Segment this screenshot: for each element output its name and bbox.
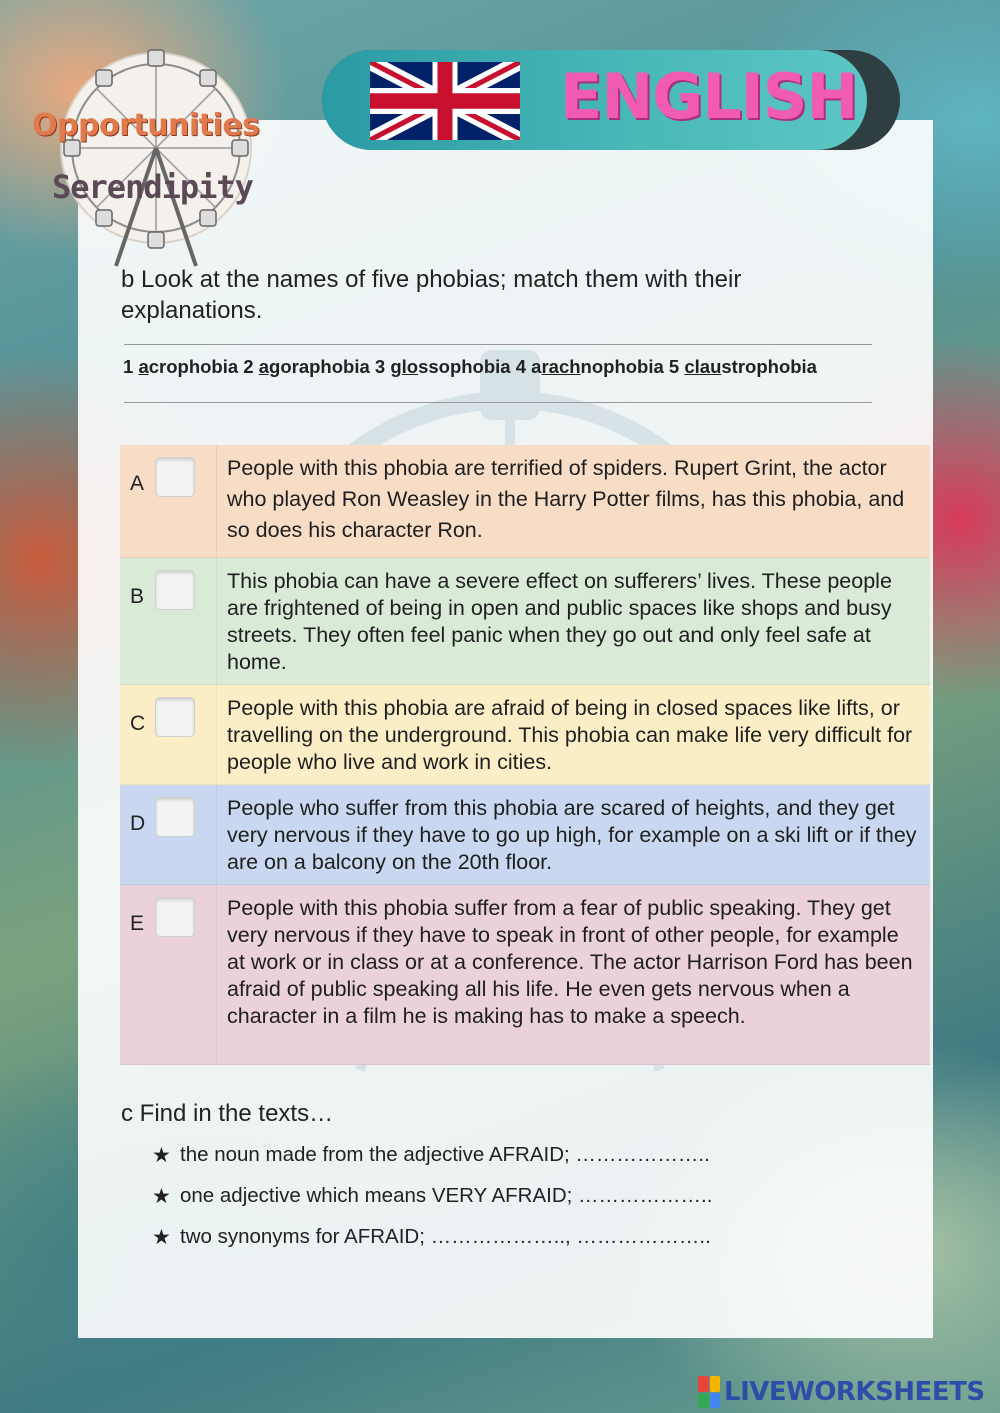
answer-input-a[interactable] (155, 457, 195, 497)
table-row (120, 685, 930, 785)
list-item-text: the noun made from the adjective AFRAID; ……………….. (180, 1142, 710, 1166)
divider-top (124, 344, 872, 345)
answer-input-c[interactable] (155, 697, 195, 737)
ferris-wheel-icon (56, 38, 256, 268)
liveworksheets-logo-icon (698, 1376, 720, 1408)
section-b-instruction: b Look at the names of five phobias; match them with their explanations. (121, 266, 742, 324)
table-row (120, 785, 930, 885)
row-text: People with this phobia are afraid of being in closed spaces like lifts, or travelling on the underground. This phobia can make life very difficult for people who live and work in cities. (227, 696, 913, 774)
list-item-text: one adjective which means VERY AFRAID; ……………….. (180, 1183, 713, 1207)
row-text: People with this phobia suffer from a fear of public speaking. They get very nervous if they have to speak in front of other people, for example at work or in class or at a conference. The actor Harrison Ford has been afraid of public speaking all his life. He even gets nervous when a character in a film he is making has to make a speech. (227, 896, 913, 1028)
footer-brand: LIVEWORKSHEETS (724, 1377, 985, 1407)
star-icon: ★ (152, 1224, 171, 1249)
answer-input-b[interactable] (155, 570, 195, 610)
row-letter: A (130, 472, 145, 495)
row-text: People with this phobia are terrified of spiders. Rupert Grint, the actor who played Ron Weasley in the Harry Potter films, has this phobia, and so does his character Ron. (227, 456, 905, 542)
row-text: People who suffer from this phobia are scared of heights, and they get very nervous if they have to go up high, for example on a ski lift or if they are on a balcony on the 20th floor. (227, 796, 917, 874)
table-row (120, 558, 930, 685)
table-row (120, 445, 930, 558)
logo-text-opportunities: Opportunities (32, 108, 260, 143)
row-letter: B (130, 585, 145, 608)
answer-input-d[interactable] (155, 797, 195, 837)
star-icon: ★ (152, 1183, 171, 1208)
answer-input-e[interactable] (155, 897, 195, 937)
table-row (120, 885, 930, 1065)
school-logo (18, 20, 278, 260)
row-letter: C (130, 712, 146, 735)
banner-title: ENGLISH (560, 60, 858, 133)
list-item-text: two synonyms for AFRAID; ……………….., ……………….. (180, 1224, 711, 1248)
list-item (152, 1134, 712, 1175)
divider-bottom (124, 402, 872, 403)
section-c-title: c Find in the texts… (121, 1100, 334, 1127)
list-item (152, 1216, 712, 1257)
liveworksheets-footer[interactable] (698, 1376, 985, 1408)
logo-text-serendipity: Serendipity (52, 168, 253, 206)
union-jack-flag-icon (370, 62, 520, 140)
matching-table (120, 445, 930, 1065)
row-letter: E (130, 912, 145, 935)
row-text: This phobia can have a severe effect on sufferers’ lives. These people are frightened of being in open and public spaces like shops and busy streets. They often feel panic when they go out and only feel safe at home. (227, 569, 892, 674)
list-item (152, 1175, 712, 1216)
section-c-list (152, 1134, 712, 1257)
star-icon: ★ (152, 1142, 171, 1167)
phobia-list: 1 acrophobia 2 agoraphobia 3 glossophobia 4 arachnophobia 5 claustrophobia (123, 356, 817, 377)
row-letter: D (130, 812, 146, 835)
